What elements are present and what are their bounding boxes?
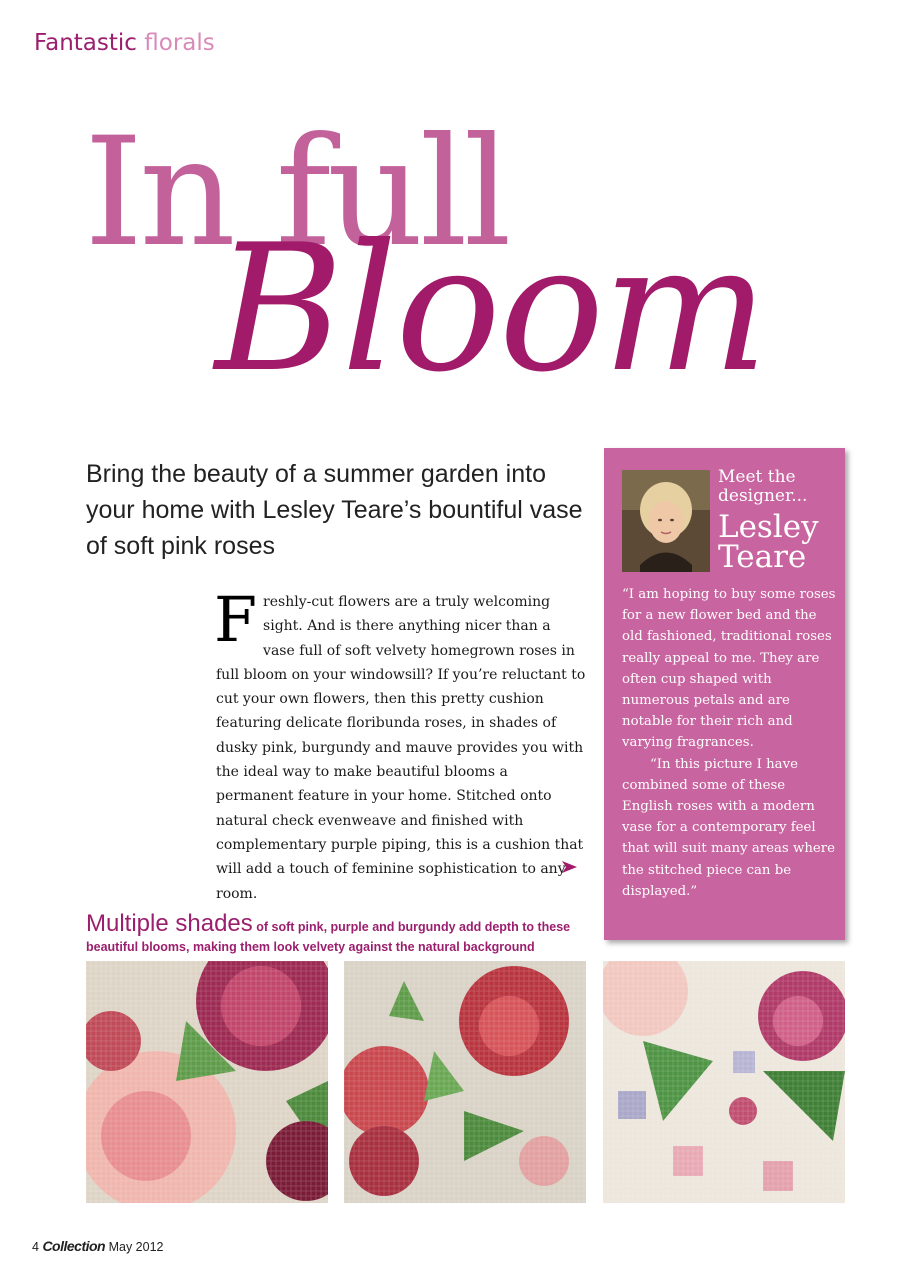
quote-paragraph-2: “In this picture I have combined some of these English roses with a modern vase for a contemporary feel that will suit many areas where the stitched piece can be displayed.” <box>622 756 835 899</box>
stitch-detail-photo-1 <box>86 961 328 1203</box>
stitch-detail-photo-2 <box>344 961 586 1203</box>
headline-line-1: In full <box>84 106 508 280</box>
stitch-detail-photo-3 <box>603 961 845 1203</box>
photo-caption <box>86 910 606 956</box>
standfirst: Bring the beauty of a summer garden into your home with Lesley Teare’s bountiful vase of soft pink roses <box>86 460 583 560</box>
designer-name: Lesley Teare <box>718 509 819 575</box>
arrow-right-icon <box>560 858 578 876</box>
section-tag <box>34 30 215 56</box>
headline-line-2: Bloom <box>215 208 767 411</box>
caption-head: Multiple shades <box>86 910 253 937</box>
designer-quote <box>622 584 840 902</box>
issue-date: May 2012 <box>108 1240 164 1254</box>
page-number: 4 <box>32 1240 39 1254</box>
section-word-2: florals <box>144 30 215 56</box>
caption-text: of soft pink, purple and burgundy add depth to these beautiful blooms, making them look velvety against the natural background <box>86 920 571 954</box>
page-folio <box>32 1238 164 1254</box>
designer-photo <box>622 470 710 572</box>
quote-paragraph-1: “I am hoping to buy some roses for a new flower bed and the old fashioned, traditional roses really appeal to me. They are often cup shaped with numerous petals and are notable for their rich and varying fragrances. <box>622 587 836 751</box>
meet-the-designer: Meet the designer... <box>718 467 808 506</box>
body-copy <box>214 583 586 906</box>
drop-cap: F <box>214 583 258 656</box>
magazine-logo: Collection <box>42 1238 106 1254</box>
section-word-1: Fantastic <box>34 30 137 56</box>
body-text: reshly-cut flowers are a truly welcoming sight. And is there anything nicer than a vase full of soft velvety homegrown roses in full bloom on your windowsill? If you’re reluctant to cut your own flowers, then this pretty cushion featuring delicate floribunda roses, in shades of dusky pink, burgundy and mauve provides you with the ideal way to make beautiful blooms a permanent feature in your home. Stitched onto natural check evenweave and finished with complementary purple piping, this is a cushion that will add a touch of feminine sophistication to any room. <box>216 594 586 902</box>
designer-sidebar <box>604 448 845 940</box>
